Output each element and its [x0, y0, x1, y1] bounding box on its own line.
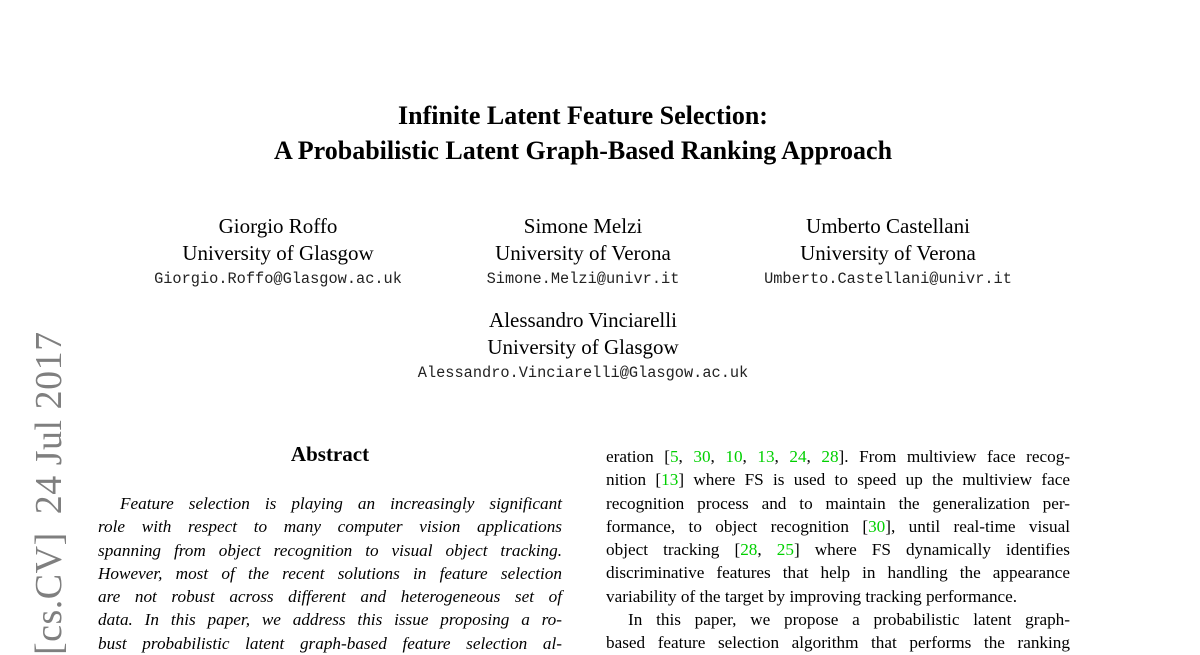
intro-line: In this paper, we propose a probabilistic latent graph- [628, 610, 1070, 630]
intro-line [606, 515, 1070, 538]
author-affiliation: University of Verona [495, 241, 671, 265]
author-email[interactable]: Simone.Melzi@univr.it [486, 270, 680, 288]
paper-title-line-1: Infinite Latent Feature Selection: [398, 101, 768, 130]
author-email[interactable]: Giorgio.Roffo@Glasgow.ac.uk [154, 270, 402, 288]
abstract-line: However, most of the recent solutions in feature selection [98, 563, 562, 583]
author-email[interactable]: Umberto.Castellani@univr.it [764, 270, 1012, 288]
citation-link[interactable]: 28 [740, 540, 758, 560]
intro-column [606, 445, 1070, 655]
arxiv-category: [cs.CV] [28, 532, 70, 655]
citation-link[interactable]: 13 [661, 470, 679, 490]
abstract-line: bust probabilistic latent graph-based feature selection al- [98, 633, 562, 653]
author-affiliation: University of Glasgow [182, 241, 374, 265]
intro-line: recognition process and to maintain the generalization per- [606, 493, 1070, 513]
abstract-line: data. In this paper, we address this issue proposing a ro- [98, 610, 562, 630]
author-block-4 [383, 307, 783, 385]
citation-link[interactable]: 10 [725, 447, 743, 466]
citation-link[interactable]: 28 [821, 447, 839, 466]
intro-text: ]. From multiview face recog- [838, 447, 1071, 466]
intro-text: formance, to object recognition [ [606, 516, 869, 536]
abstract-line: are not robust across different and heterogeneous set of [98, 587, 562, 607]
abstract-line: Feature selection is playing an increasingly significant [120, 494, 562, 513]
intro-line: based feature selection algorithm that performs the ranking [606, 633, 1070, 653]
author-name: Giorgio Roffo [218, 214, 338, 238]
author-affiliation: University of Glasgow [487, 335, 679, 359]
citation-link[interactable]: 30 [693, 447, 711, 466]
citation-link[interactable]: 13 [757, 447, 775, 466]
intro-line: eration [5, 30, 10, 13, 24, 28]. From multiview face recog- [606, 447, 1071, 466]
author-block-1 [128, 213, 428, 291]
citation-link[interactable]: 5 [669, 447, 679, 466]
intro-line: discriminative features that help in handling the appearance [606, 563, 1070, 583]
citation-link[interactable]: 25 [776, 540, 794, 560]
intro-text: ], until real-time visual [885, 516, 1070, 536]
author-block-3 [738, 213, 1038, 291]
citation-link[interactable]: 24 [789, 447, 807, 466]
arxiv-stamp-text [27, 331, 71, 655]
intro-text: eration [ [606, 447, 670, 466]
author-block-2 [433, 213, 733, 291]
abstract-line: role with respect to many computer vision applications [98, 517, 562, 537]
author-email[interactable]: Alessandro.Vinciarelli@Glasgow.ac.uk [417, 364, 749, 382]
intro-line [606, 468, 1070, 491]
intro-text: nition [ [606, 470, 662, 490]
intro-line: variability of the target by improving tracking performance. [606, 586, 1018, 606]
author-name: Simone Melzi [523, 214, 643, 238]
citation-link[interactable]: 30 [868, 516, 886, 536]
intro-line: object tracking [28, 25] where FS dynamically identifies [606, 540, 1070, 560]
intro-text: ] where FS dynamically identifies [793, 540, 1070, 560]
paper-title [0, 98, 1166, 168]
author-affiliation: University of Verona [800, 241, 976, 265]
paper-title-line-2: A Probabilistic Latent Graph-Based Ranking Approach [273, 136, 893, 165]
author-name: Umberto Castellani [806, 214, 970, 238]
abstract-body [98, 492, 562, 655]
abstract-line: spanning from object recognition to visual object tracking. [98, 540, 562, 560]
arxiv-stamp [25, 320, 75, 655]
intro-text: ] where FS is used to speed up the multiview face [678, 470, 1070, 490]
intro-text: object tracking [ [606, 540, 741, 560]
abstract-heading: Abstract [290, 442, 370, 466]
arxiv-date: 24 Jul 2017 [28, 331, 70, 515]
author-name: Alessandro Vinciarelli [489, 308, 677, 332]
